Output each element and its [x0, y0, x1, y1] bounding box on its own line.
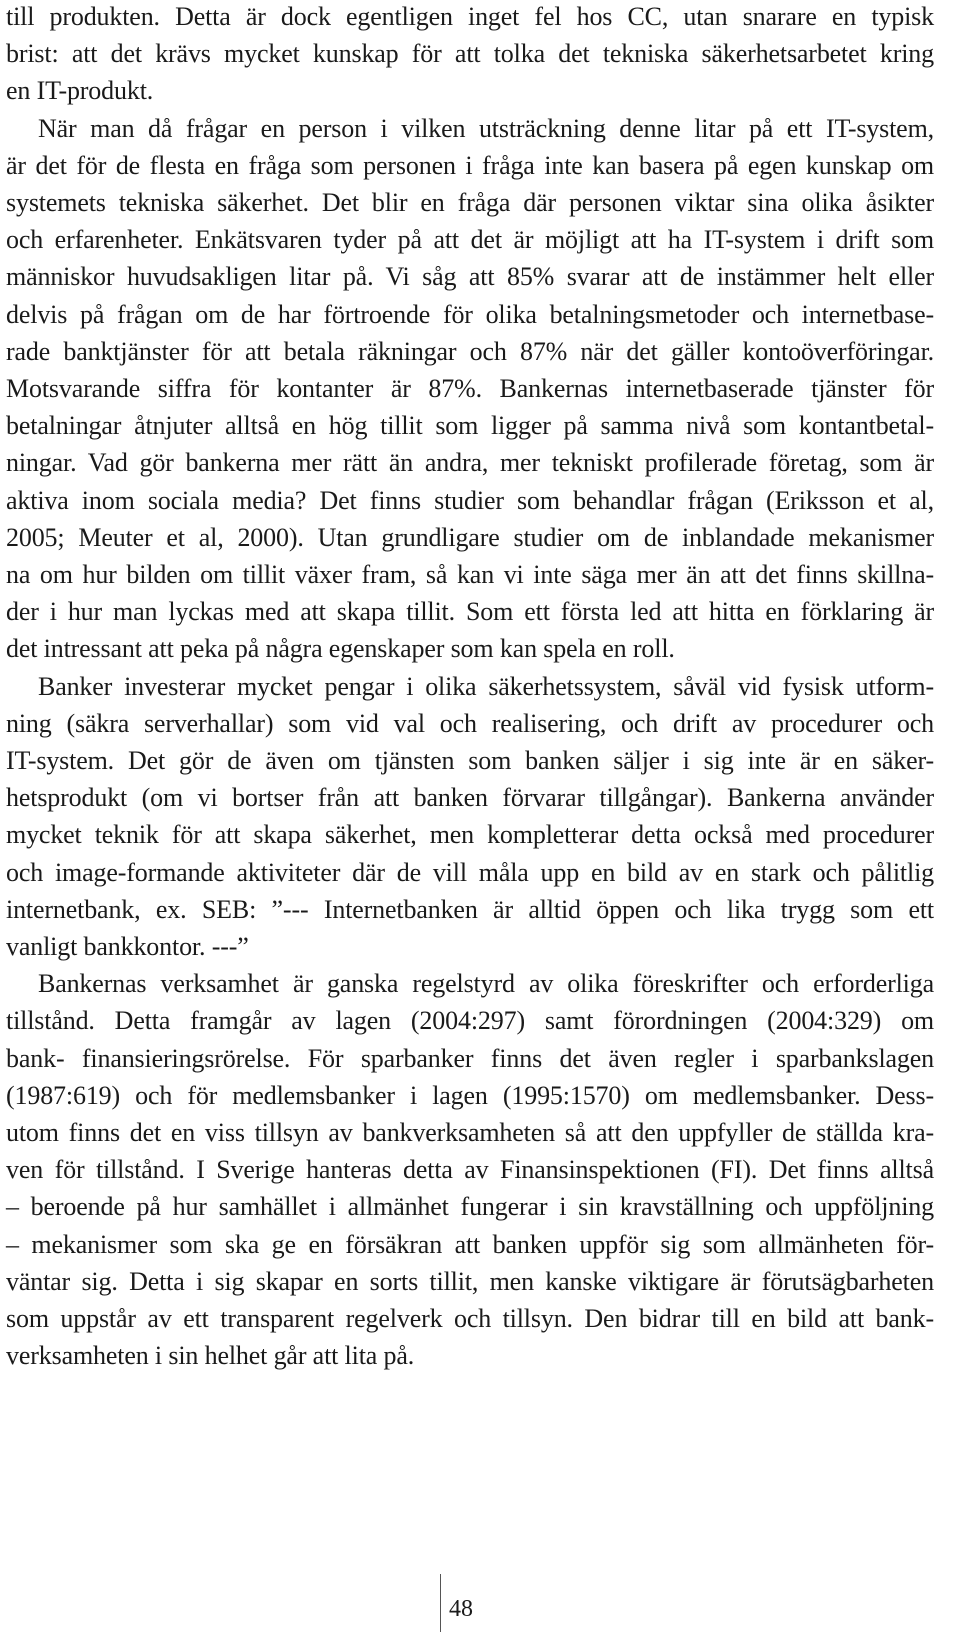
- text-line: (1987:619) och för medlemsbanker i lagen (1995:1570) om medlemsbanker. Dess-: [6, 1081, 934, 1110]
- text-line: internetbank, ex. SEB: ”--- Internetbanken är alltid öppen och lika trygg som ett: [6, 895, 934, 924]
- paragraph-first-line: Bankernas verksamhet är ganska regelstyrd av olika föreskrifter och erforderliga: [38, 969, 934, 998]
- text-line: är det för de flesta en fråga som personen i fråga inte kan basera på egen kunskap om: [6, 151, 934, 180]
- text-line: vanligt bankkontor. ---”: [6, 932, 249, 961]
- paragraph-first-line: Banker investerar mycket pengar i olika säkerhetssystem, såväl vid fysisk utform-: [38, 672, 934, 701]
- text-line: som uppstår av ett transparent regelverk och tillsyn. Den bidrar till en bild att bank-: [6, 1304, 934, 1333]
- text-line: verksamheten i sin helhet går att lita på.: [6, 1341, 415, 1370]
- text-line: – mekanismer som ska ge en försäkran att banken uppför sig som allmänheten för-: [6, 1230, 934, 1259]
- text-line: bank- finansieringsrörelse. För sparbanker finns det även regler i sparbankslagen: [6, 1044, 934, 1073]
- page-footer: [440, 1570, 520, 1630]
- text-line: 2005; Meuter et al, 2000). Utan grundligare studier om de inblandade mekanismer: [6, 523, 934, 552]
- page-number: 48: [449, 1596, 473, 1622]
- text-line: en IT-produkt.: [6, 76, 154, 105]
- text-line: rade banktjänster för att betala räkningar och 87% när det gäller kontoöverföringar.: [6, 337, 934, 366]
- text-line: – beroende på hur samhället i allmänhet fungerar i sin kravställning och uppföljning: [6, 1192, 934, 1221]
- footer-rule: [440, 1574, 441, 1632]
- text-line: der i hur man lyckas med att skapa tillit. Som ett första led att hitta en förklaring är: [6, 597, 934, 626]
- text-line: tillstånd. Detta framgår av lagen (2004:297) samt förordningen (2004:329) om: [6, 1006, 934, 1035]
- text-line: na om hur bilden om tillit växer fram, så kan vi inte säga mer än att det finns skillna-: [6, 560, 934, 589]
- text-line: väntar sig. Detta i sig skapar en sorts tillit, men kanske viktigare är förutsägbarheten: [6, 1267, 934, 1296]
- text-line: människor huvudsakligen litar på. Vi såg att 85% svarar att de instämmer helt eller: [6, 262, 934, 291]
- text-line: systemets tekniska säkerhet. Det blir en fråga där personen viktar sina olika åsikter: [6, 188, 934, 217]
- paragraph-first-line: När man då frågar en person i vilken utsträckning denne litar på ett IT-system,: [38, 114, 934, 143]
- text-line: utom finns det en viss tillsyn av bankverksamheten så att den uppfyller de ställda kra-: [6, 1118, 934, 1147]
- text-line: och erfarenheter. Enkätsvaren tyder på att det är möjligt att ha IT-system i drift som: [6, 225, 934, 254]
- text-line: IT-system. Det gör de även om tjänsten som banken säljer i sig inte är en säker-: [6, 746, 934, 775]
- text-line: ning (säkra serverhallar) som vid val och realisering, och drift av procedurer och: [6, 709, 934, 738]
- text-line: aktiva inom sociala media? Det finns studier som behandlar frågan (Eriksson et al,: [6, 486, 934, 515]
- text-line: brist: att det krävs mycket kunskap för att tolka det tekniska säkerhetsarbetet kring: [6, 39, 934, 68]
- text-line: Motsvarande siffra för kontanter är 87%. Bankernas internetbaserade tjänster för: [6, 374, 934, 403]
- text-line: ven för tillstånd. I Sverige hanteras detta av Finansinspektionen (FI). Det finns alltså: [6, 1155, 934, 1184]
- text-line: hetsprodukt (om vi bortser från att banken förvarar tillgångar). Bankerna använder: [6, 783, 934, 812]
- text-line: och image-formande aktiviteter där de vill måla upp en bild av en stark och pålitlig: [6, 858, 934, 887]
- text-line: till produkten. Detta är dock egentligen inget fel hos CC, utan snarare en typisk: [6, 2, 934, 31]
- text-line: mycket teknik för att skapa säkerhet, men kompletterar detta också med procedurer: [6, 820, 934, 849]
- text-line: delvis på frågan om de har förtroende för olika betalningsmetoder och internetbase-: [6, 300, 934, 329]
- text-line: ningar. Vad gör bankerna mer rätt än andra, mer tekniskt profilerade företag, som är: [6, 448, 934, 477]
- text-line: betalningar åtnjuter alltså en hög tillit som ligger på samma nivå som kontantbetal-: [6, 411, 934, 440]
- text-line: det intressant att peka på några egenskaper som kan spela en roll.: [6, 634, 675, 663]
